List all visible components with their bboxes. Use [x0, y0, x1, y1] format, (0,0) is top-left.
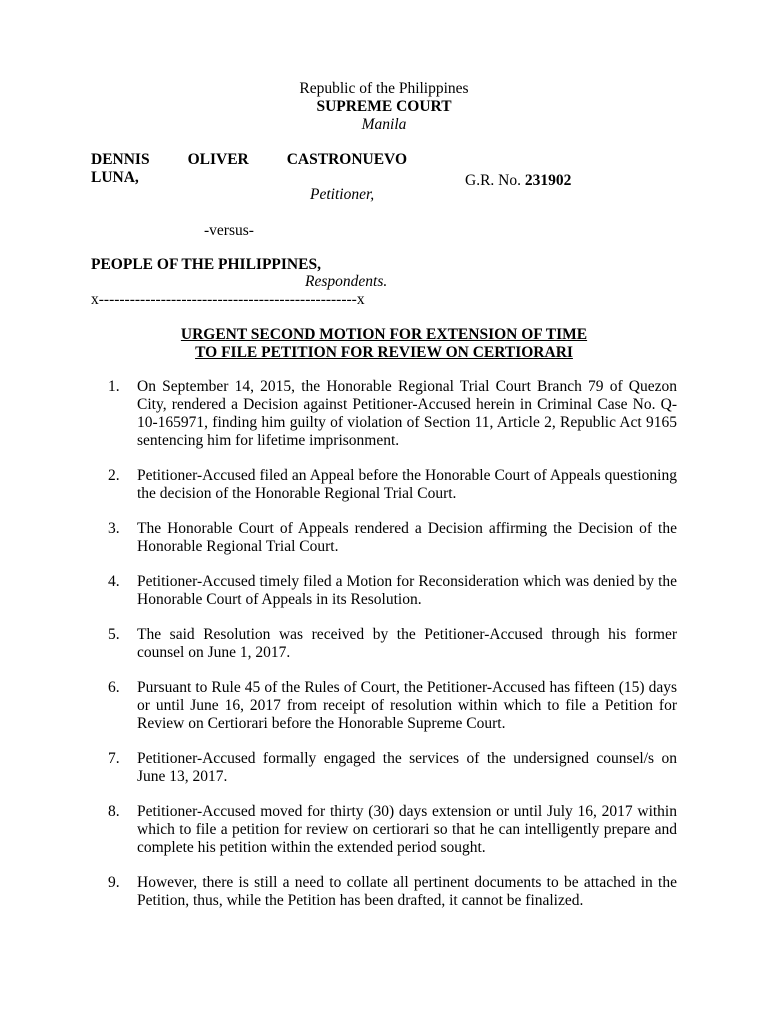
- case-number-value: 231902: [524, 172, 572, 189]
- item-number: 3.: [108, 520, 120, 537]
- item-text: However, there is still a need to collate all pertinent documents to be attached in the Petition, thus, while the Petition has been drafted, it cannot be finalized.: [137, 874, 677, 909]
- court-city: Manila: [361, 116, 407, 133]
- item-number: 7.: [108, 750, 120, 767]
- caption-separator: x--------------------------------------------------x: [91, 291, 365, 308]
- item-text: Petitioner-Accused moved for thirty (30) days extension or until July 16, 2017 within which to file a petition for review on certiorari so that he can intelligently prepare and complete his petition within the extended period sought.: [137, 803, 677, 856]
- list-item: [108, 874, 677, 910]
- court-name: SUPREME COURT: [316, 98, 452, 115]
- item-number: 1.: [108, 378, 120, 395]
- item-text: Petitioner-Accused formally engaged the services of the undersigned counsel/s on June 13, 2017.: [137, 750, 677, 785]
- petitioner-role: Petitioner,: [310, 186, 375, 203]
- petitioner-name-line2: LUNA,: [91, 169, 139, 186]
- list-item: [108, 679, 677, 733]
- list-item: [108, 573, 677, 609]
- item-number: 6.: [108, 679, 120, 696]
- republic-line: Republic of the Philippines: [299, 80, 469, 97]
- list-item: [108, 520, 677, 556]
- title-line-2: TO FILE PETITION FOR REVIEW ON CERTIORARI: [195, 344, 573, 361]
- list-item: [108, 750, 677, 786]
- court-header: [0, 80, 768, 134]
- list-item: [108, 803, 677, 857]
- item-text: On September 14, 2015, the Honorable Regional Trial Court Branch 79 of Quezon City, rendered a Decision against Petitioner-Accused herein in Criminal Case No. Q-10-165971, finding him guilty of violation of Section 11, Article 2, Republic Act 9165 sentencing him for lifetime imprisonment.: [137, 378, 677, 449]
- petitioner-name-line1: [91, 150, 407, 169]
- list-item: [108, 467, 677, 503]
- item-text: Petitioner-Accused filed an Appeal before the Honorable Court of Appeals questioning the decision of the Honorable Regional Trial Court.: [137, 467, 677, 502]
- list-item: [108, 626, 677, 662]
- title-line-1: URGENT SECOND MOTION FOR EXTENSION OF TIME: [180, 326, 588, 343]
- list-item: [108, 378, 677, 450]
- numbered-paragraphs: [108, 378, 677, 927]
- item-text: Petitioner-Accused timely filed a Motion for Reconsideration which was denied by the Honorable Court of Appeals in its Resolution.: [137, 573, 677, 608]
- petitioner-first-name: DENNIS: [91, 151, 150, 168]
- versus-label: -versus-: [204, 222, 254, 239]
- case-number-label: G.R. No.: [465, 172, 521, 189]
- petitioner-middle-name: OLIVER: [187, 151, 249, 168]
- item-text: The Honorable Court of Appeals rendered a Decision affirming the Decision of the Honorable Regional Trial Court.: [137, 520, 677, 555]
- item-text: The said Resolution was received by the Petitioner-Accused through his former counsel on June 1, 2017.: [137, 626, 677, 661]
- respondent-role: Respondents.: [305, 273, 388, 290]
- respondent-name: PEOPLE OF THE PHILIPPINES,: [91, 256, 321, 273]
- item-number: 5.: [108, 626, 120, 643]
- case-number: [465, 172, 571, 190]
- document-title: [0, 326, 768, 362]
- petitioner-surname: CASTRONUEVO: [286, 151, 407, 168]
- item-number: 9.: [108, 874, 120, 891]
- item-number: 4.: [108, 573, 120, 590]
- item-number: 8.: [108, 803, 120, 820]
- item-number: 2.: [108, 467, 120, 484]
- item-text: Pursuant to Rule 45 of the Rules of Court, the Petitioner-Accused has fifteen (15) days or until June 16, 2017 from receipt of resolution within which to file a Petition for Review on Certiorari before the Honorable Supreme Court.: [137, 679, 677, 732]
